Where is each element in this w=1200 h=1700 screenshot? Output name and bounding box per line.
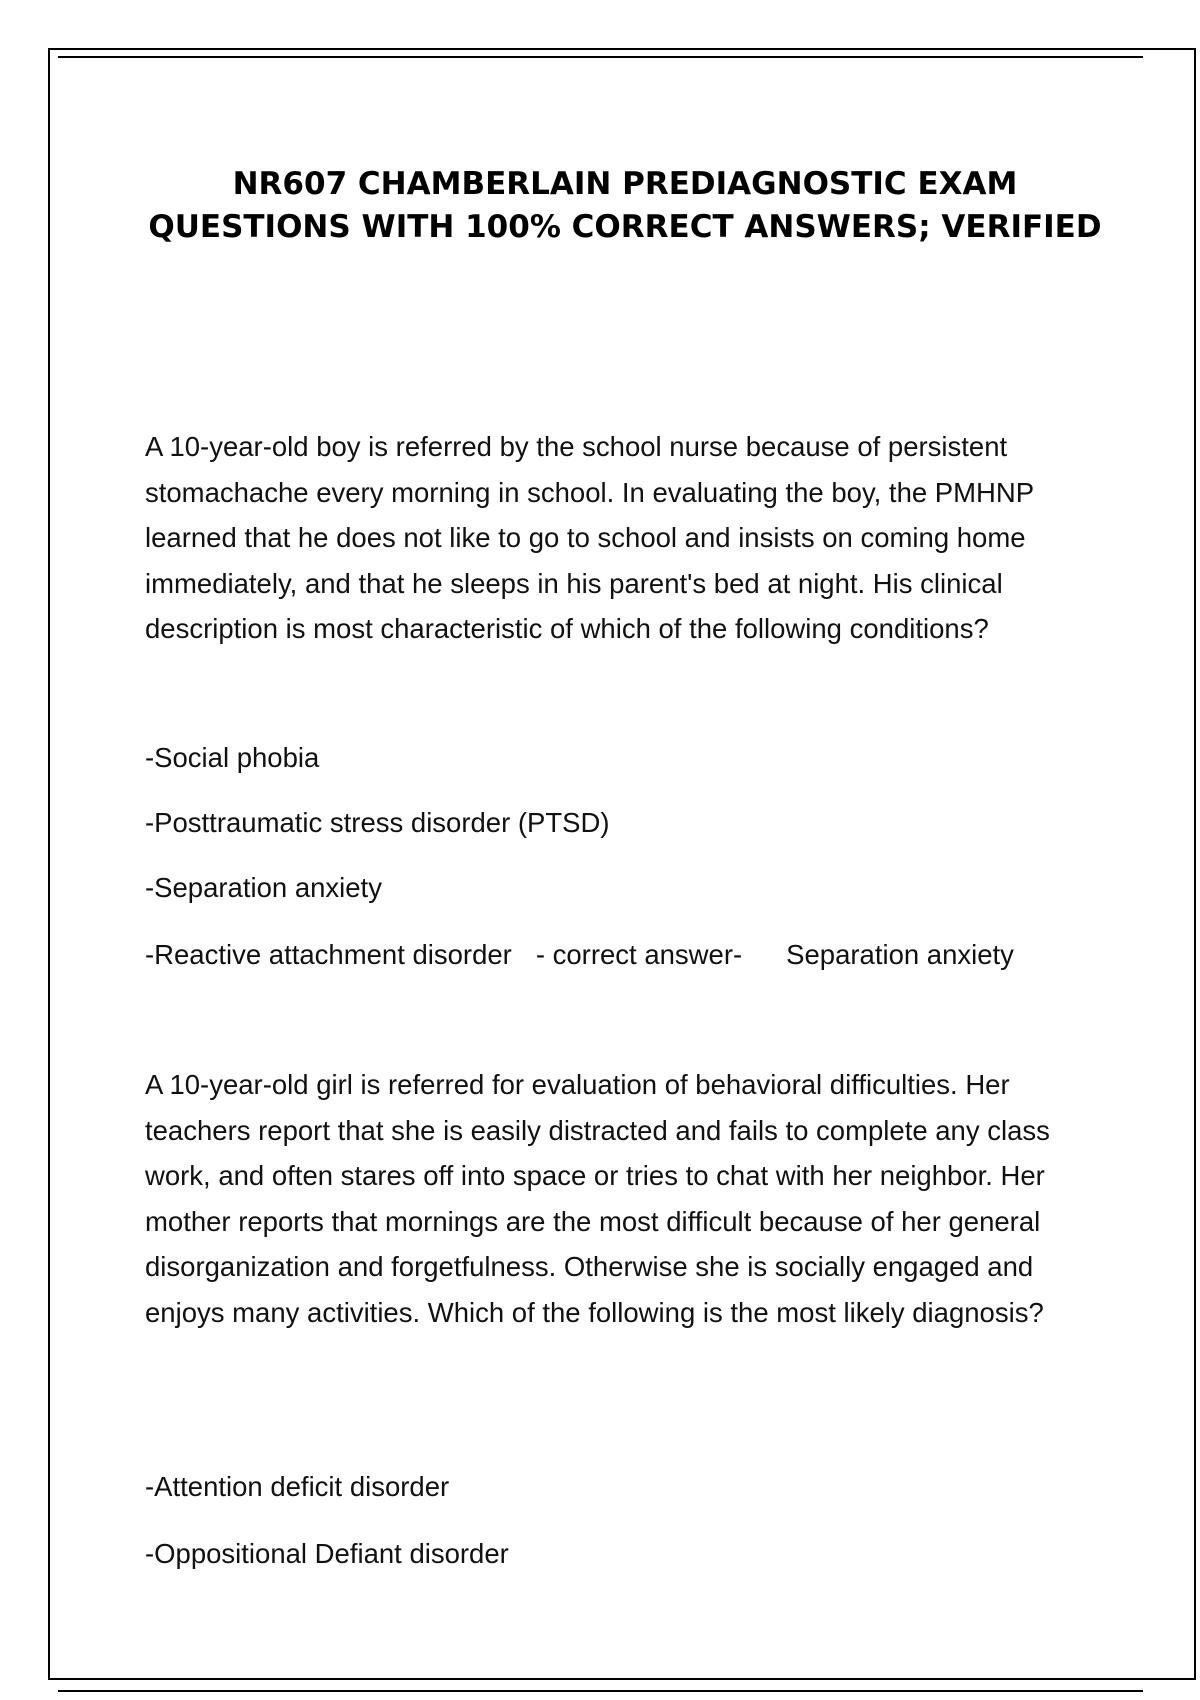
correct-answer-marker: - correct answer- [535,939,743,970]
bottom-rule [58,1690,1143,1692]
page-border [48,48,1196,1680]
top-rule [58,56,1143,58]
question-1-option-2: -Posttraumatic stress disorder (PTSD) [145,807,610,838]
question-1-text: A 10-year-old boy is referred by the school nurse because of persistent stomachache every morning in school. In evaluating the boy, the PMHNP learned that he does not like to go to school and insists on coming home immediately, and that he sleeps in his parent's bed at night. His clinical description is most characteristic of which of the following conditions? [145,431,1034,644]
question-2-option-2: -Oppositional Defiant disorder [145,1538,509,1569]
correct-answer: Separation anxiety [786,939,1014,970]
question-1-option-1: -Social phobia [145,742,320,773]
question-2-option-1: -Attention deficit disorder [145,1471,450,1502]
question-2-text: A 10-year-old girl is referred for evaluation of behavioral difficulties. Her teachers report that she is easily distracted and fails to complete any class work, and often stares off into space or tries to chat with her neighbor. Her mother reports that mornings are the most difficult because of her general disorganization and forgetfulness. Otherwise she is socially engaged and enjoys many activities. Which of the following is the most likely diagnosis? [145,1069,1050,1328]
question-1-option-4-with-answer [145,938,1014,972]
question-1-option-3: -Separation anxiety [145,872,382,903]
document-title: NR607 CHAMBERLAIN PREDIAGNOSTIC EXAM QUESTIONS WITH 100% CORRECT ANSWERS; VERIFIED [148,165,1102,245]
question-1-option-4: -Reactive attachment disorder [145,939,512,970]
